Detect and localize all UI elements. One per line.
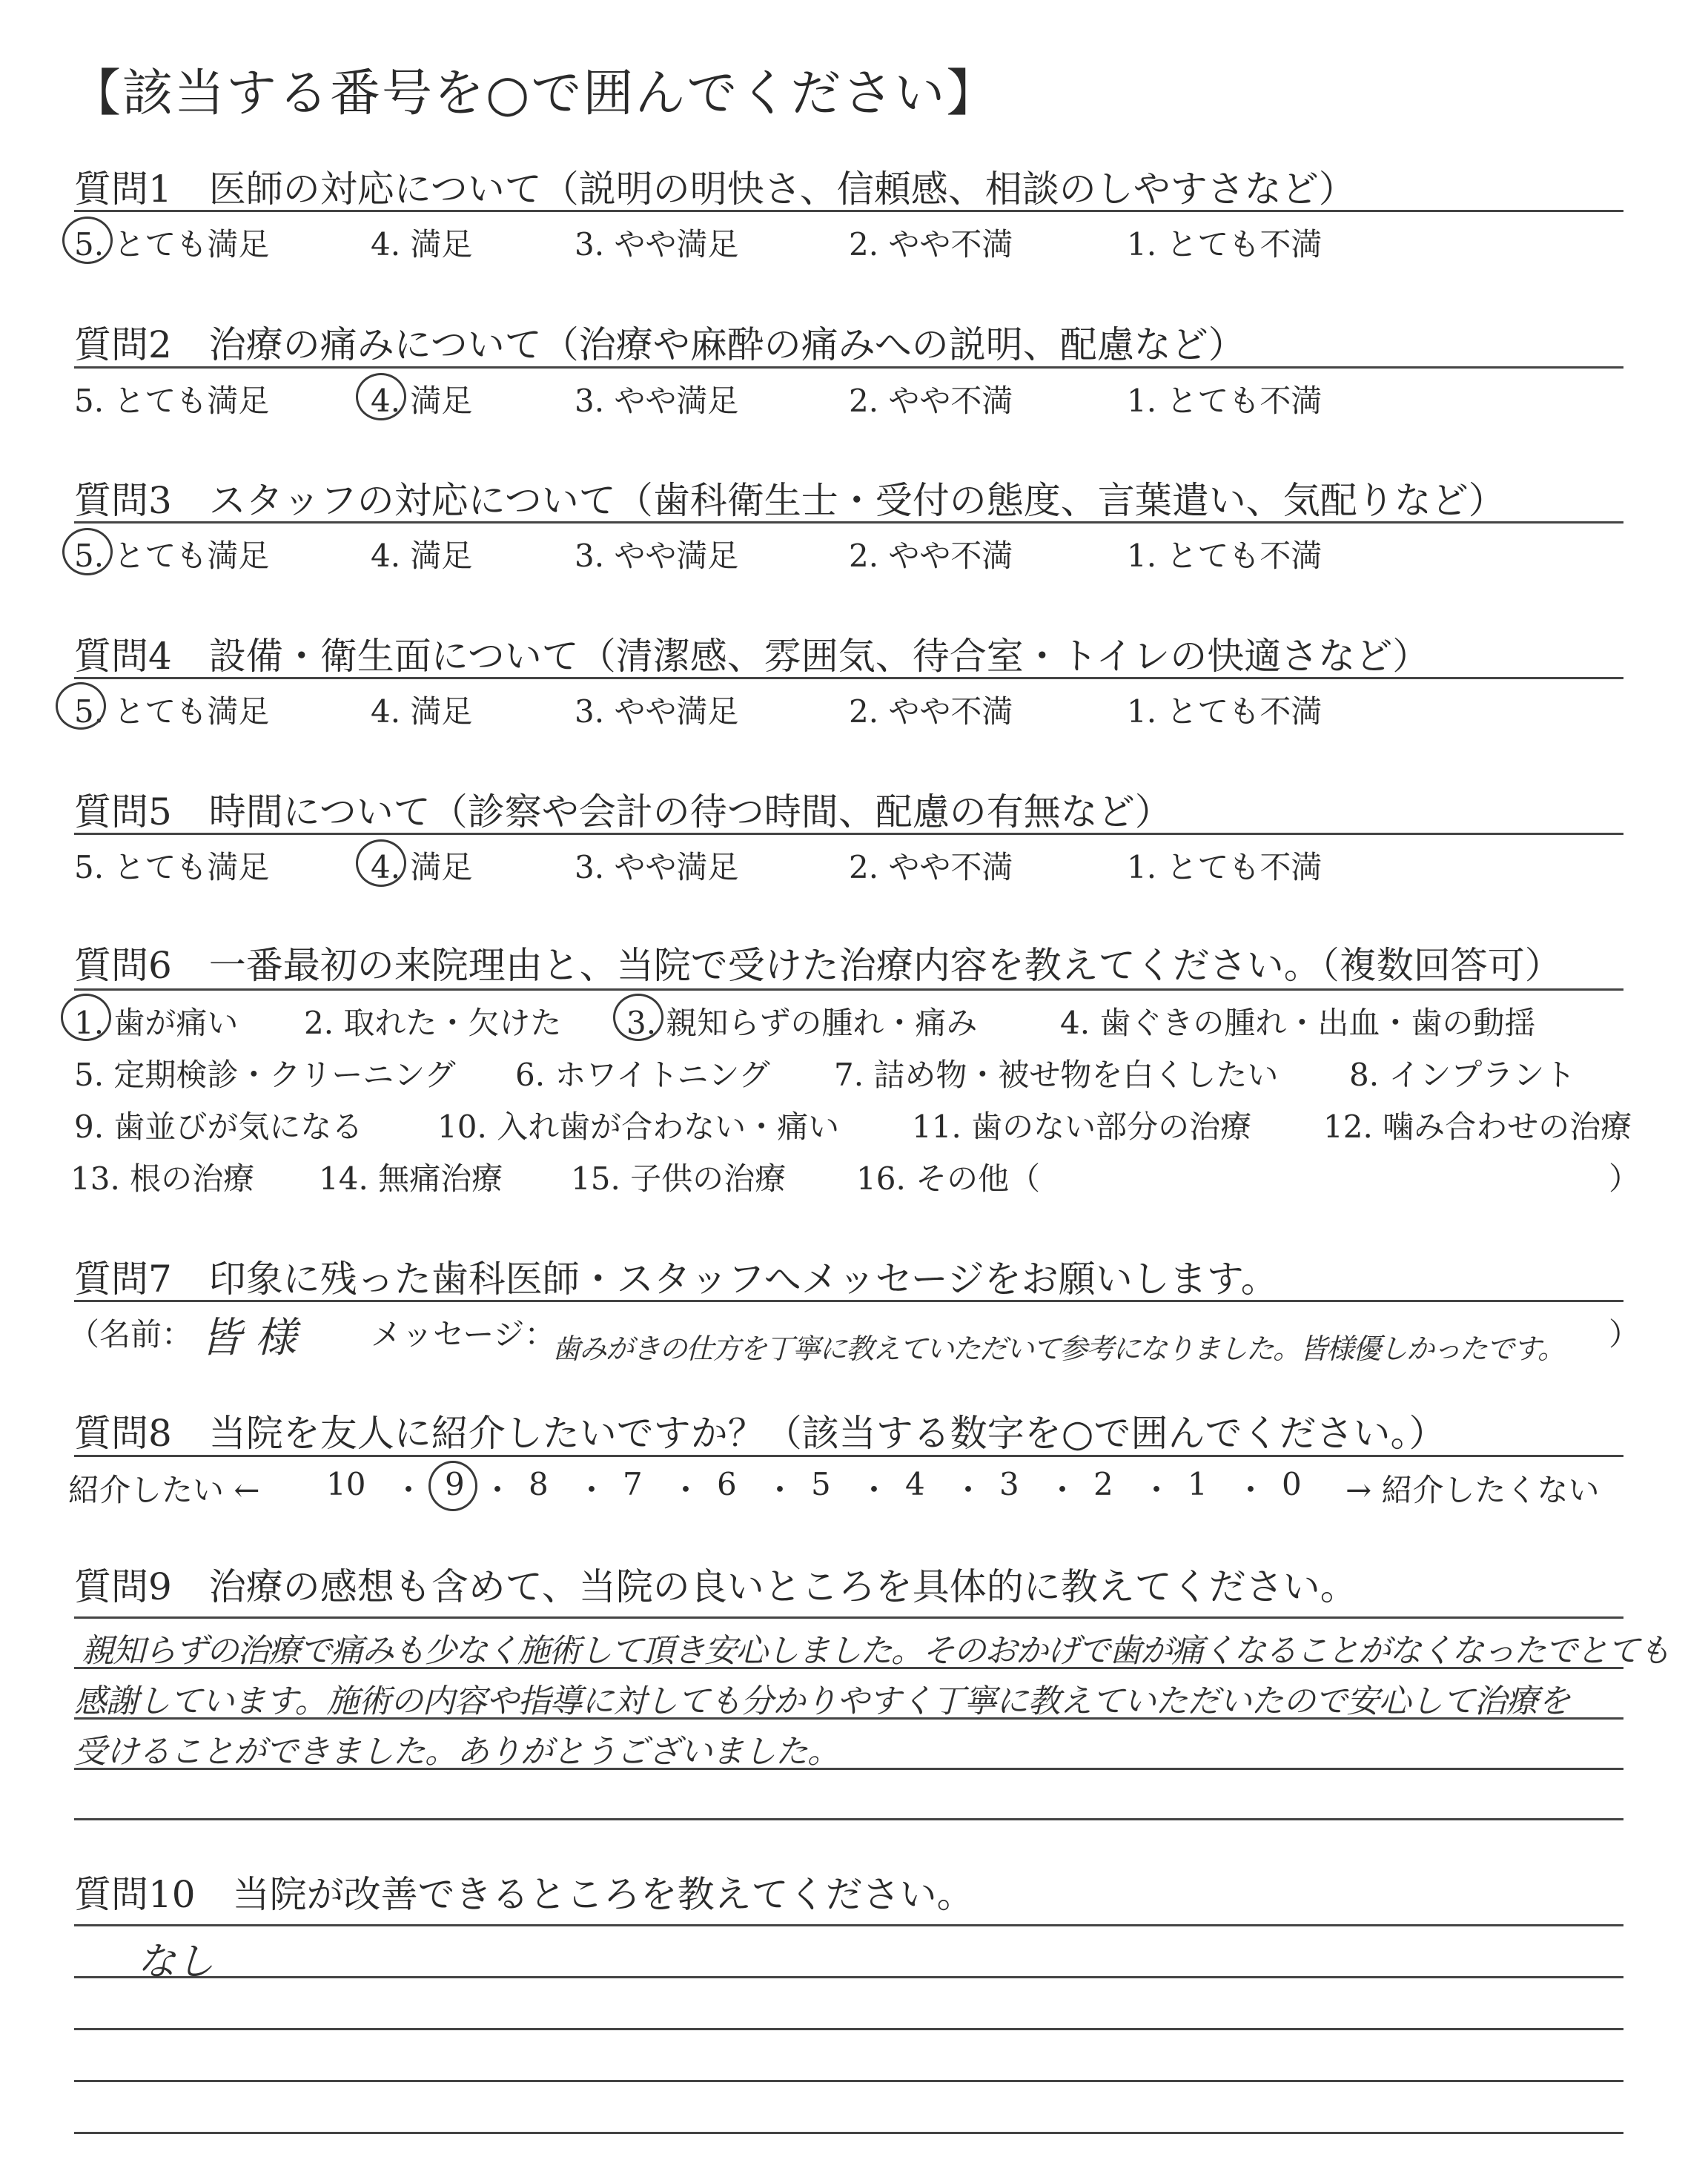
scale-9[interactable]: 9: [445, 1466, 465, 1502]
scale-4[interactable]: 4: [905, 1466, 925, 1502]
q6-option-12[interactable]: 12. 噛み合わせの治療: [1323, 1109, 1632, 1145]
q5-option-5[interactable]: 5. とても満足: [74, 849, 270, 885]
q6-option-14[interactable]: 14. 無痛治療: [319, 1160, 503, 1197]
q5-option-3[interactable]: 3. やや満足: [575, 849, 739, 885]
question-3-heading: 質問3 スタッフの対応について（歯科衛生士・受付の態度、言葉遣い、気配りなど）: [74, 479, 1506, 522]
q6-option-11[interactable]: 11. 歯のない部分の治療: [912, 1109, 1252, 1145]
selection-circle: [61, 994, 111, 1041]
writing-line: [74, 2028, 1623, 2030]
divider: [74, 521, 1623, 524]
q3-option-1[interactable]: 1. とても不満: [1127, 538, 1323, 574]
writing-line: [74, 1818, 1623, 1820]
scale-separator: ・: [670, 1472, 702, 1508]
scale-separator: ・: [482, 1472, 514, 1508]
question-5-heading: 質問5 時間について（診察や会計の待つ時間、配慮の有無など）: [74, 790, 1172, 833]
q10-answer-line-1[interactable]: なし: [137, 1940, 215, 1984]
q6-option-3[interactable]: 3. 親知らずの腫れ・痛み: [626, 1005, 978, 1041]
scale-separator: ・: [858, 1472, 890, 1508]
q6-option-7[interactable]: 7. 詰め物・被せ物を白くしたい: [834, 1057, 1279, 1093]
question-2-heading: 質問2 治療の痛みについて（治療や麻酔の痛みへの説明、配慮など）: [74, 323, 1245, 366]
q6-option-15[interactable]: 15. 子供の治療: [571, 1160, 787, 1197]
selection-circle: [428, 1461, 477, 1511]
scale-separator: ・: [764, 1472, 796, 1508]
q5-option-1[interactable]: 1. とても不満: [1127, 849, 1323, 885]
q5-option-2[interactable]: 2. やや不満: [849, 849, 1013, 885]
writing-line: [74, 1976, 1623, 1978]
q6-option-5[interactable]: 5. 定期検診・クリーニング: [74, 1057, 456, 1093]
q1-option-5[interactable]: 5. とても満足: [74, 226, 270, 262]
q6-option-10[interactable]: 10. 入れ歯が合わない・痛い: [437, 1109, 840, 1145]
q1-option-4[interactable]: 4. 満足: [371, 226, 473, 262]
scale-separator: ・: [1141, 1472, 1173, 1508]
message-close-paren: ）: [1609, 1316, 1641, 1353]
q2-option-1[interactable]: 1. とても不満: [1127, 383, 1323, 419]
scale-separator: ・: [576, 1472, 608, 1508]
divider: [74, 366, 1623, 369]
divider: [74, 210, 1623, 212]
scale-7[interactable]: 7: [623, 1466, 643, 1502]
q4-option-5[interactable]: 5. とても満足: [74, 693, 270, 730]
q4-option-3[interactable]: 3. やや満足: [575, 693, 739, 730]
q4-option-4[interactable]: 4. 満足: [371, 693, 473, 730]
question-7-heading: 質問7 印象に残った歯科医師・スタッフへメッセージをお願いします。: [74, 1258, 1278, 1301]
q1-option-1[interactable]: 1. とても不満: [1127, 226, 1323, 262]
q1-option-2[interactable]: 2. やや不満: [849, 226, 1013, 262]
scale-2[interactable]: 2: [1093, 1466, 1113, 1502]
selection-circle: [62, 217, 113, 264]
question-1-heading: 質問1 医師の対応について（説明の明快さ、信頼感、相談のしやすさなど）: [74, 168, 1356, 211]
q4-option-2[interactable]: 2. やや不満: [849, 693, 1013, 730]
scale-10[interactable]: 10: [326, 1466, 366, 1502]
q6-option-1[interactable]: 1. 歯が痛い: [74, 1005, 239, 1041]
q3-option-4[interactable]: 4. 満足: [371, 538, 473, 574]
divider: [74, 833, 1623, 835]
question-10-heading: 質問10 当院が改善できるところを教えてください。: [74, 1873, 974, 1916]
q4-option-1[interactable]: 1. とても不満: [1127, 693, 1323, 730]
selection-circle: [62, 528, 113, 575]
q6-option-16[interactable]: 16. その他（: [856, 1160, 1041, 1197]
scale-5[interactable]: 5: [811, 1466, 831, 1502]
scale-separator: ・: [953, 1472, 984, 1508]
writing-line: [74, 2080, 1623, 2082]
scale-separator: ・: [1235, 1472, 1267, 1508]
writing-line: [74, 1616, 1623, 1619]
scale-3[interactable]: 3: [999, 1466, 1019, 1502]
scale-1[interactable]: 1: [1188, 1466, 1208, 1502]
scale-separator: ・: [393, 1472, 425, 1508]
q3-option-3[interactable]: 3. やや満足: [575, 538, 739, 574]
selection-circle: [613, 994, 663, 1041]
question-9-heading: 質問9 治療の感想も含めて、当院の良いところを具体的に教えてください。: [74, 1565, 1357, 1608]
selection-circle: [356, 373, 406, 420]
message-label: メッセージ：: [371, 1316, 556, 1353]
q2-option-5[interactable]: 5. とても満足: [74, 383, 270, 419]
name-label: （名前：: [68, 1316, 193, 1353]
question-4-heading: 質問4 設備・衛生面について（清潔感、雰囲気、待合室・トイレの快適さなど）: [74, 635, 1430, 678]
q6-option-2[interactable]: 2. 取れた・欠けた: [304, 1005, 562, 1041]
scale-0[interactable]: 0: [1282, 1466, 1302, 1502]
q6-option-8[interactable]: 8. インプラント: [1349, 1057, 1576, 1093]
q9-answer-line-2[interactable]: 感謝しています。施術の内容や指導に対しても分かりやすく丁寧に教えていただいたので安心して治療を: [74, 1682, 1570, 1720]
scale-left-label: 紹介したい ←: [68, 1472, 260, 1508]
q6-option-6[interactable]: 6. ホワイトニング: [515, 1057, 770, 1093]
q6-option-13[interactable]: 13. 根の治療: [70, 1160, 255, 1197]
divider: [74, 988, 1623, 991]
q6-option-9[interactable]: 9. 歯並びが気になる: [74, 1109, 363, 1145]
q6-option-4[interactable]: 4. 歯ぐきの腫れ・出血・歯の動揺: [1060, 1005, 1536, 1041]
q2-option-3[interactable]: 3. やや満足: [575, 383, 739, 419]
scale-8[interactable]: 8: [529, 1466, 549, 1502]
q3-option-2[interactable]: 2. やや不満: [849, 538, 1013, 574]
scale-6[interactable]: 6: [717, 1466, 737, 1502]
q2-option-2[interactable]: 2. やや不満: [849, 383, 1013, 419]
q9-answer-line-1[interactable]: 親知らずの治療で痛みも少なく施術して頂き安心しました。そのおかげで歯が痛くなることがなくなったでとても: [82, 1632, 1669, 1670]
message-value[interactable]: 歯みがきの仕方を丁寧に教えていただいて参考になりました。皆様優しかったです。: [552, 1332, 1564, 1365]
q2-option-4[interactable]: 4. 満足: [371, 383, 473, 419]
divider: [74, 677, 1623, 679]
q5-option-4[interactable]: 4. 満足: [371, 849, 473, 885]
scale-right-label: → 紹介したくない: [1345, 1472, 1600, 1508]
name-value[interactable]: 皆 様: [200, 1314, 297, 1362]
selection-circle: [56, 682, 106, 730]
selection-circle: [356, 839, 406, 887]
scale-separator: ・: [1047, 1472, 1079, 1508]
question-8-heading: 質問8 当院を友人に紹介したいですか？（該当する数字を○で囲んでください。）: [74, 1412, 1446, 1455]
question-6-heading: 質問6 一番最初の来院理由と、当院で受けた治療内容を教えてください。（複数回答可）: [74, 944, 1562, 987]
divider: [74, 1300, 1623, 1302]
form-title: 【該当する番号を○で囲んでください】: [70, 65, 999, 123]
other-close-paren: ）: [1609, 1160, 1641, 1197]
q1-option-3[interactable]: 3. やや満足: [575, 226, 739, 262]
q9-answer-line-3[interactable]: 受けることができました。ありがとうございました。: [74, 1733, 839, 1771]
writing-line: [74, 2132, 1623, 2134]
divider: [74, 1455, 1623, 1457]
q3-option-5[interactable]: 5. とても満足: [74, 538, 270, 574]
writing-line: [74, 1924, 1623, 1926]
